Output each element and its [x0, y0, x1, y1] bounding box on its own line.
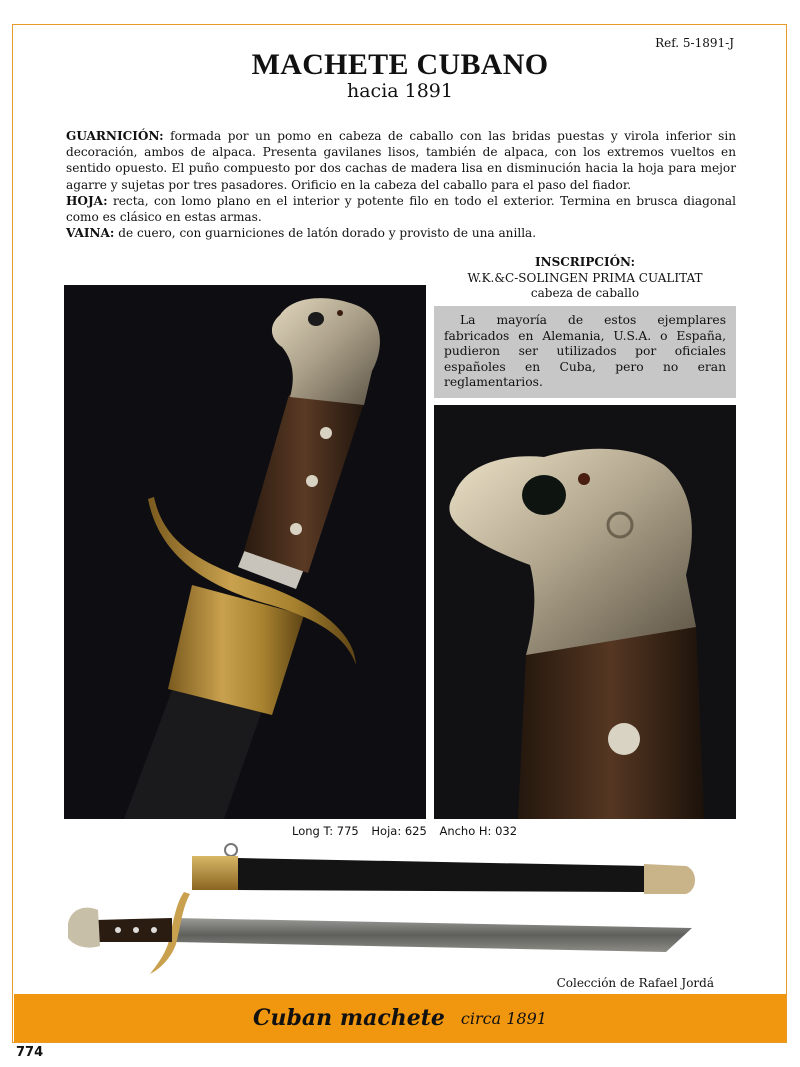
- machete-scabbard-illustration: [56, 840, 716, 980]
- description-block: [66, 128, 736, 241]
- guarnicion-text: formada por un pomo en cabeza de caballo con las bridas puestas y virola inferior sin decoración, ambos de alpaca. Presenta gavilanes lisos, también de alpaca, con los extremos vueltos en sentido opuesto. El puño compuesto por dos cachas de madera lisa en disminución hacia la hoja para mejor agarre y sujetas por tres pasadores. Orificio en la cabeza del caballo para el paso del fiador.: [66, 129, 736, 192]
- page-number: 774: [16, 1045, 44, 1060]
- measurements: [292, 824, 526, 838]
- measure-ancho: Ancho H: 032: [439, 824, 518, 838]
- note-box: La mayoría de estos ejemplares fabricados en Alemania, U.S.A. o España, pudieron ser utilizados por oficiales españoles en Cuba, pero no eran reglamentarios.: [434, 306, 736, 398]
- hilt-illustration: [64, 285, 426, 819]
- hoja-label: HOJA:: [66, 193, 108, 208]
- guarnicion-label: GUARNICIÓN:: [66, 129, 164, 143]
- inscription-block: [434, 255, 736, 302]
- reference-code: Ref. 5-1891-J: [655, 36, 734, 50]
- vaina-text: de cuero, con guarniciones de latón dorado y provisto de una anilla.: [114, 226, 537, 241]
- english-circa: circa 1891: [460, 1008, 547, 1028]
- measure-long: Long T: 775: [292, 824, 359, 838]
- vaina-label: VAINA:: [66, 226, 115, 241]
- inscription-line-1: W.K.&C-SOLINGEN PRIMA CUALITAT: [467, 270, 703, 285]
- measure-hoja: Hoja: 625: [371, 824, 427, 838]
- full-machete-photo: [56, 840, 716, 980]
- english-title: Cuban machete: [253, 1005, 445, 1031]
- vaina-paragraph: [66, 225, 736, 241]
- inscription-line-2: cabeza de caballo: [530, 286, 640, 300]
- page-subtitle: hacia 1891: [346, 80, 453, 102]
- hilt-photo: [64, 285, 426, 819]
- horse-head-illustration: [434, 405, 736, 819]
- inscription-heading: INSCRIPCIÓN:: [535, 255, 635, 269]
- page-title: MACHETE CUBANO: [251, 48, 549, 81]
- hoja-paragraph: [66, 193, 736, 225]
- guarnicion-paragraph: [66, 128, 736, 193]
- hoja-text: recta, con lomo plano en el interior y potente filo en todo el exterior. Termina en brusca diagonal como es clásico en estas armas.: [66, 193, 736, 225]
- horse-head-photo: [434, 405, 736, 819]
- collection-credit: Colección de Rafael Jordá: [556, 976, 714, 990]
- english-title-band: [14, 994, 786, 1042]
